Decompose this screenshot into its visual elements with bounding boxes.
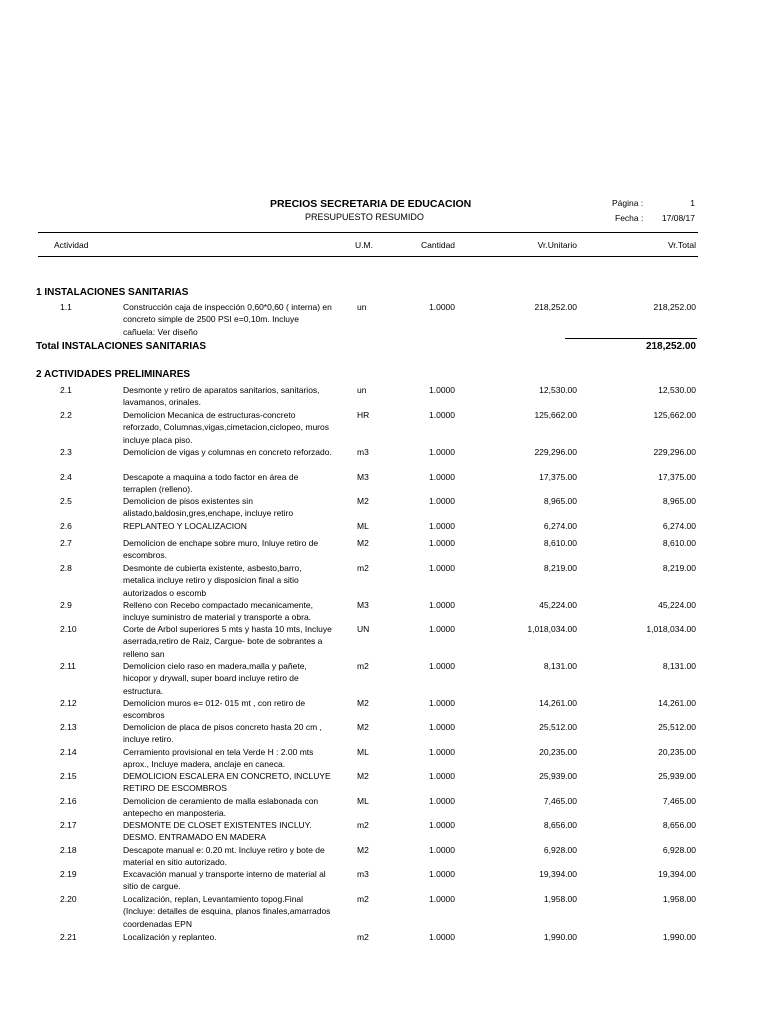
row-um: M2 xyxy=(357,771,369,781)
row-unit-price: 14,261.00 xyxy=(539,698,577,708)
row-unit-price: 8,965.00 xyxy=(543,496,577,506)
row-total: 17,375.00 xyxy=(658,472,696,482)
row-description: Corte de Arbol superiores 5 mts y hasta 10 mts, Incluye aserrada,retiro de Raiz, Cargue- bote de sobrantes a relleno san xyxy=(123,624,332,659)
row-quantity: 1.0000 xyxy=(429,771,455,781)
row-code: 2.7 xyxy=(60,538,72,548)
section-title: 2 ACTIVIDADES PRELIMINARES xyxy=(36,369,191,380)
row-total: 20,235.00 xyxy=(658,747,696,757)
row-unit-price: 8,610.00 xyxy=(543,538,577,548)
report-subtitle: PRESUPUESTO RESUMIDO xyxy=(305,212,424,222)
row-code: 2.1 xyxy=(60,385,72,395)
row-um: un xyxy=(357,302,367,312)
row-code: 2.19 xyxy=(60,869,77,879)
page-number: 1 xyxy=(690,198,695,208)
row-total: 8,610.00 xyxy=(662,538,696,548)
row-um: m2 xyxy=(357,563,369,573)
row-quantity: 1.0000 xyxy=(429,563,455,573)
col-header-um: U.M. xyxy=(355,240,373,250)
row-description: Demolicion cielo raso en madera,malla y pañete, hicopor y drywall, super board incluye retiro de estructura. xyxy=(123,661,307,696)
row-quantity: 1.0000 xyxy=(429,845,455,855)
row-total: 229,296.00 xyxy=(653,447,696,457)
row-description: Desmonte y retiro de aparatos sanitarios, sanitarios, lavamanos, orinales. xyxy=(123,385,320,408)
row-description: Relleno con Recebo compactado mecanicamente, incluye suministro de material y transporte a obra. xyxy=(123,600,313,623)
row-code: 1.1 xyxy=(60,302,72,312)
row-um: m2 xyxy=(357,661,369,671)
row-um: HR xyxy=(357,410,370,420)
row-quantity: 1.0000 xyxy=(429,521,455,531)
row-total: 45,224.00 xyxy=(658,600,696,610)
row-total: 1,018,034.00 xyxy=(646,624,696,634)
row-description: DESMONTE DE CLOSET EXISTENTES INCLUY. DESMO. ENTRAMADO EN MADERA xyxy=(123,820,312,843)
row-code: 2.16 xyxy=(60,796,77,806)
row-quantity: 1.0000 xyxy=(429,869,455,879)
row-quantity: 1.0000 xyxy=(429,796,455,806)
row-um: m2 xyxy=(357,932,369,942)
row-total: 6,274.00 xyxy=(662,521,696,531)
row-um: M2 xyxy=(357,722,369,732)
col-header-cantidad: Cantidad xyxy=(421,240,456,250)
row-unit-price: 218,252.00 xyxy=(534,302,577,312)
row-unit-price: 19,394.00 xyxy=(539,869,577,879)
row-unit-price: 1,018,034.00 xyxy=(527,624,577,634)
row-code: 2.2 xyxy=(60,410,72,420)
row-description: Descapote a maquina a todo factor en área de terraplen (relleno). xyxy=(123,472,299,495)
row-description: Construcción caja de inspección 0,60*0,60 ( interna) en concreto simple de 2500 PSI e=0,10m. Incluye cañuela: Ver diseño xyxy=(123,302,332,337)
row-um: M3 xyxy=(357,600,369,610)
report-date: 17/08/17 xyxy=(661,213,695,223)
row-description: Localización y replanteo. xyxy=(123,932,217,942)
row-description: Demolicion Mecanica de estructuras-concreto reforzado, Columnas,vigas,cimetacion,ciclopeo, muros incluye placa piso. xyxy=(123,410,329,445)
row-quantity: 1.0000 xyxy=(429,747,455,757)
row-code: 2.4 xyxy=(60,472,72,482)
row-um: m2 xyxy=(357,894,369,904)
row-total: 19,394.00 xyxy=(658,869,696,879)
row-total: 25,939.00 xyxy=(658,771,696,781)
row-code: 2.9 xyxy=(60,600,72,610)
row-code: 2.8 xyxy=(60,563,72,573)
row-description: Demolicion de placa de pisos concreto hasta 20 cm , incluye retiro. xyxy=(123,722,322,745)
row-code: 2.5 xyxy=(60,496,72,506)
row-code: 2.13 xyxy=(60,722,77,732)
col-header-vr-unitario: Vr.Unitario xyxy=(537,240,577,250)
date-label: Fecha : xyxy=(615,213,644,223)
row-total: 14,261.00 xyxy=(658,698,696,708)
row-unit-price: 125,662.00 xyxy=(534,410,577,420)
row-unit-price: 1,990.00 xyxy=(543,932,577,942)
row-code: 2.6 xyxy=(60,521,72,531)
report-title: PRECIOS SECRETARIA DE EDUCACION xyxy=(270,198,472,210)
section-total-label: Total INSTALACIONES SANITARIAS xyxy=(36,341,206,352)
row-unit-price: 6,928.00 xyxy=(543,845,577,855)
row-unit-price: 20,235.00 xyxy=(539,747,577,757)
row-total: 7,465.00 xyxy=(662,796,696,806)
row-unit-price: 8,656.00 xyxy=(543,820,577,830)
row-description: Desmonte de cubierta existente, asbesto,barro, metalica incluye retiro y disposicion final a sitio autorizados o escomb xyxy=(123,563,302,598)
row-description: DEMOLICION ESCALERA EN CONCRETO, INCLUYE RETIRO DE ESCOMBROS xyxy=(123,771,331,794)
row-quantity: 1.0000 xyxy=(429,600,455,610)
row-quantity: 1.0000 xyxy=(429,722,455,732)
row-total: 8,131.00 xyxy=(662,661,696,671)
row-total: 25,512.00 xyxy=(658,722,696,732)
row-um: M2 xyxy=(357,845,369,855)
row-um: M2 xyxy=(357,496,369,506)
row-total: 8,656.00 xyxy=(662,820,696,830)
row-unit-price: 229,296.00 xyxy=(534,447,577,457)
row-description: Demolicion de ceramiento de malla eslabonada con antepecho en manposteria. xyxy=(123,796,319,819)
row-unit-price: 1,958.00 xyxy=(543,894,577,904)
row-description: Demolicion de pisos existentes sin alistado,baldosin,gres,enchape, incluye retiro xyxy=(123,496,294,519)
section-title: 1 INSTALACIONES SANITARIAS xyxy=(36,287,189,298)
row-code: 2.17 xyxy=(60,820,77,830)
row-quantity: 1.0000 xyxy=(429,932,455,942)
row-quantity: 1.0000 xyxy=(429,820,455,830)
row-code: 2.3 xyxy=(60,447,72,457)
row-description: Demolicion de enchape sobre muro, Inluye retiro de escombros. xyxy=(123,538,319,561)
row-um: ML xyxy=(357,747,369,757)
row-quantity: 1.0000 xyxy=(429,661,455,671)
row-description: Demolicion muros e= 012- 015 mt , con retiro de escombros xyxy=(123,698,306,721)
row-quantity: 1.0000 xyxy=(429,894,455,904)
row-um: m2 xyxy=(357,820,369,830)
row-um: ML xyxy=(357,521,369,531)
row-quantity: 1.0000 xyxy=(429,624,455,634)
row-description: Demolicion de vigas y columnas en concreto reforzado. xyxy=(123,447,332,457)
row-um: m3 xyxy=(357,447,369,457)
header-bottom-rule xyxy=(38,256,698,257)
row-code: 2.14 xyxy=(60,747,77,757)
col-header-actividad: Actividad xyxy=(54,240,89,250)
row-unit-price: 7,465.00 xyxy=(543,796,577,806)
row-description: Excavación manual y transporte interno de material al sitio de cargue. xyxy=(123,869,326,892)
row-um: m3 xyxy=(357,869,369,879)
row-um: ML xyxy=(357,796,369,806)
row-quantity: 1.0000 xyxy=(429,447,455,457)
row-quantity: 1.0000 xyxy=(429,385,455,395)
total-rule xyxy=(565,338,697,339)
row-code: 2.12 xyxy=(60,698,77,708)
page-label: Página : xyxy=(612,198,644,208)
row-code: 2.21 xyxy=(60,932,77,942)
row-code: 2.15 xyxy=(60,771,77,781)
row-quantity: 1.0000 xyxy=(429,472,455,482)
col-header-vr-total: Vr.Total xyxy=(667,240,696,250)
row-description: Cerramiento provisional en tela Verde H : 2.00 mts aprox., Incluye madera, anclaje en caneca. xyxy=(123,747,314,770)
row-description: Localización, replan, Levantamiento topog.Final (Incluye: detalles de esquina, planos finales,amarrados coordenadas EPN xyxy=(123,894,331,929)
row-code: 2.20 xyxy=(60,894,77,904)
row-quantity: 1.0000 xyxy=(429,538,455,548)
row-um: M2 xyxy=(357,538,369,548)
row-total: 8,219.00 xyxy=(662,563,696,573)
row-description: Descapote manual e: 0.20 mt. Incluye retiro y bote de material en sitio autorizado. xyxy=(123,845,325,868)
header-top-rule xyxy=(38,232,698,233)
row-quantity: 1.0000 xyxy=(429,698,455,708)
row-unit-price: 45,224.00 xyxy=(539,600,577,610)
row-total: 125,662.00 xyxy=(653,410,696,420)
row-total: 12,530.00 xyxy=(658,385,696,395)
row-total: 218,252.00 xyxy=(653,302,696,312)
row-unit-price: 17,375.00 xyxy=(539,472,577,482)
row-unit-price: 8,219.00 xyxy=(543,563,577,573)
row-total: 8,965.00 xyxy=(662,496,696,506)
row-description: REPLANTEO Y LOCALIZACION xyxy=(123,521,247,531)
row-unit-price: 8,131.00 xyxy=(543,661,577,671)
row-unit-price: 25,939.00 xyxy=(539,771,577,781)
row-code: 2.10 xyxy=(60,624,77,634)
section-total-value: 218,252.00 xyxy=(645,341,696,352)
row-code: 2.11 xyxy=(60,661,76,671)
row-um: UN xyxy=(357,624,370,634)
row-code: 2.18 xyxy=(60,845,77,855)
row-quantity: 1.0000 xyxy=(429,410,455,420)
row-total: 1,958.00 xyxy=(662,894,696,904)
row-quantity: 1.0000 xyxy=(429,496,455,506)
row-um: M2 xyxy=(357,698,369,708)
row-um: M3 xyxy=(357,472,369,482)
row-total: 6,928.00 xyxy=(662,845,696,855)
row-unit-price: 6,274.00 xyxy=(543,521,577,531)
row-quantity: 1.0000 xyxy=(429,302,455,312)
row-unit-price: 25,512.00 xyxy=(539,722,577,732)
row-total: 1,990.00 xyxy=(662,932,696,942)
row-um: un xyxy=(357,385,367,395)
row-unit-price: 12,530.00 xyxy=(539,385,577,395)
